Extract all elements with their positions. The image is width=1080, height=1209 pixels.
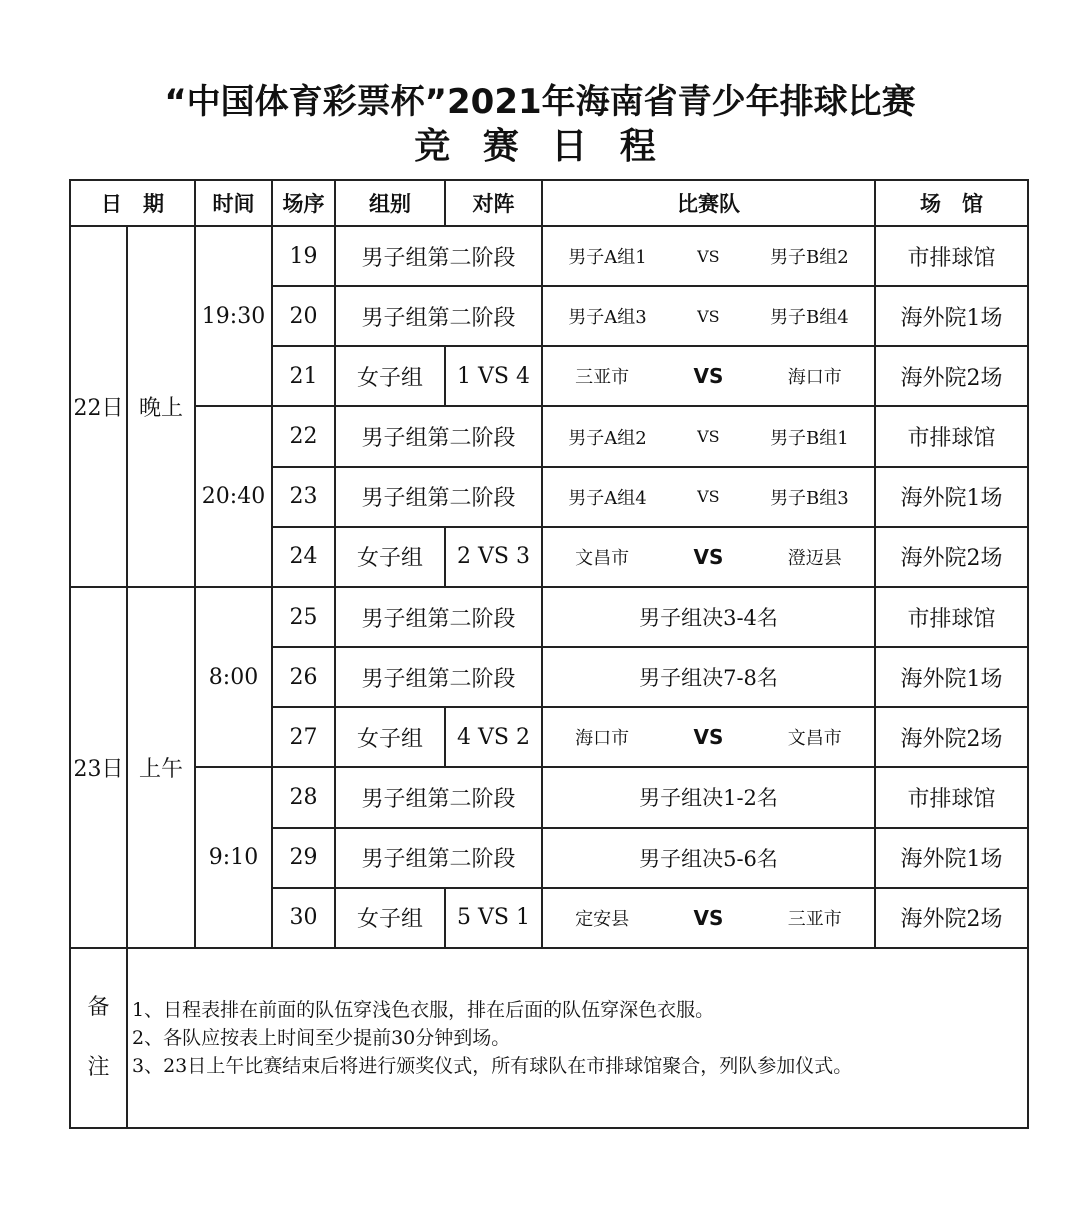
group-cell: 男子组第二阶段 — [335, 226, 542, 286]
teams-cell — [542, 346, 875, 406]
notes-label-2: 注 — [87, 1055, 110, 1080]
group-cell: 女子组 — [335, 527, 445, 587]
teams-cell — [542, 888, 875, 948]
matchup-cell: 1 VS 4 — [445, 346, 542, 406]
seq-cell: 25 — [272, 587, 335, 647]
day-cell: 22日 — [70, 226, 127, 587]
header-matchup: 对阵 — [445, 180, 542, 226]
schedule-table — [69, 179, 1029, 1129]
time-cell: 8:00 — [195, 587, 272, 767]
venue-cell: 海外院1场 — [875, 647, 1028, 707]
teams-cell — [542, 707, 875, 767]
notes-label — [70, 948, 127, 1128]
table-row — [70, 767, 1028, 827]
vs-label: VS — [693, 725, 724, 750]
team-a: 男子A组3 — [568, 307, 647, 329]
vs-label: VS — [693, 364, 724, 389]
vs-label: VS — [697, 306, 720, 326]
venue-cell: 海外院2场 — [875, 346, 1028, 406]
team-a: 三亚市 — [575, 367, 630, 389]
team-b: 三亚市 — [787, 908, 842, 930]
team-a: 定安县 — [575, 908, 630, 930]
team-b: 海口市 — [787, 367, 842, 389]
vs-label: VS — [693, 544, 724, 569]
seq-cell: 21 — [272, 346, 335, 406]
venue-cell: 海外院1场 — [875, 286, 1028, 346]
group-cell: 男子组第二阶段 — [335, 587, 542, 647]
note-line: 1、日程表排在前面的队伍穿浅色衣服，排在后面的队伍穿深色衣服。 — [132, 999, 715, 1021]
note-line: 3、23日上午比赛结束后将进行颁奖仪式，所有球队在市排球馆聚合，列队参加仪式。 — [132, 1055, 853, 1077]
header-time: 时间 — [195, 180, 272, 226]
header-venue: 场 馆 — [875, 180, 1028, 226]
header-date: 日 期 — [70, 180, 195, 226]
teams-cell — [542, 467, 875, 527]
team-a: 文昌市 — [575, 547, 630, 569]
teams-wrap — [543, 424, 874, 450]
teams-cell — [542, 286, 875, 346]
header-teams: 比赛队 — [542, 180, 875, 226]
team-a: 海口市 — [575, 728, 630, 750]
team-b: 男子B组4 — [770, 307, 849, 329]
venue-cell: 海外院2场 — [875, 707, 1028, 767]
notes-body — [127, 948, 1028, 1128]
day-cell: 23日 — [70, 587, 127, 948]
team-a: 男子A组1 — [568, 247, 647, 269]
teams-wrap — [543, 243, 874, 269]
seq-cell: 22 — [272, 406, 335, 466]
venue-cell: 海外院1场 — [875, 467, 1028, 527]
seq-cell: 29 — [272, 828, 335, 888]
venue-cell: 海外院1场 — [875, 828, 1028, 888]
page-title: “中国体育彩票杯”2021年海南省青少年排球比赛 — [164, 82, 916, 122]
seq-cell: 20 — [272, 286, 335, 346]
table-row — [70, 406, 1028, 466]
matchup-cell: 2 VS 3 — [445, 527, 542, 587]
time-cell: 19:30 — [195, 226, 272, 406]
venue-cell: 市排球馆 — [875, 767, 1028, 827]
group-cell: 男子组第二阶段 — [335, 828, 542, 888]
vs-label: VS — [697, 246, 720, 266]
vs-label: VS — [693, 905, 724, 930]
group-cell: 男子组第二阶段 — [335, 286, 542, 346]
period-cell: 上午 — [127, 587, 195, 948]
group-cell: 女子组 — [335, 888, 445, 948]
final-cell: 男子组决3-4名 — [542, 587, 875, 647]
group-cell: 女子组 — [335, 346, 445, 406]
teams-wrap — [543, 724, 874, 750]
vs-label: VS — [697, 427, 720, 447]
team-b: 男子B组2 — [770, 247, 849, 269]
group-cell: 男子组第二阶段 — [335, 467, 542, 527]
group-cell: 女子组 — [335, 707, 445, 767]
vs-label: VS — [697, 487, 720, 507]
time-cell: 9:10 — [195, 767, 272, 948]
seq-cell: 27 — [272, 707, 335, 767]
final-cell: 男子组决5-6名 — [542, 828, 875, 888]
table-row — [70, 587, 1028, 647]
venue-cell: 市排球馆 — [875, 587, 1028, 647]
final-cell: 男子组决7-8名 — [542, 647, 875, 707]
team-a: 男子A组2 — [568, 427, 647, 449]
teams-wrap — [543, 363, 874, 389]
header-group: 组别 — [335, 180, 445, 226]
group-cell: 男子组第二阶段 — [335, 767, 542, 827]
page-subtitle: 竞 赛 日 程 — [414, 126, 666, 167]
teams-wrap — [543, 544, 874, 570]
notes-row — [70, 948, 1028, 1128]
teams-wrap — [543, 303, 874, 329]
seq-cell: 24 — [272, 527, 335, 587]
header-row — [70, 180, 1028, 226]
teams-cell — [542, 226, 875, 286]
venue-cell: 市排球馆 — [875, 226, 1028, 286]
venue-cell: 海外院2场 — [875, 888, 1028, 948]
group-cell: 男子组第二阶段 — [335, 647, 542, 707]
teams-wrap — [543, 905, 874, 931]
teams-cell — [542, 406, 875, 466]
seq-cell: 19 — [272, 226, 335, 286]
venue-cell: 市排球馆 — [875, 406, 1028, 466]
matchup-cell: 5 VS 1 — [445, 888, 542, 948]
team-b: 男子B组3 — [770, 487, 849, 509]
seq-cell: 26 — [272, 647, 335, 707]
team-b: 男子B组1 — [770, 427, 849, 449]
seq-cell: 28 — [272, 767, 335, 827]
teams-wrap — [543, 484, 874, 510]
venue-cell: 海外院2场 — [875, 527, 1028, 587]
team-b: 文昌市 — [787, 728, 842, 750]
group-cell: 男子组第二阶段 — [335, 406, 542, 466]
team-a: 男子A组4 — [568, 487, 647, 509]
seq-cell: 30 — [272, 888, 335, 948]
teams-cell — [542, 527, 875, 587]
team-b: 澄迈县 — [787, 547, 842, 569]
table-row — [70, 226, 1028, 286]
final-cell: 男子组决1-2名 — [542, 767, 875, 827]
period-cell: 晚上 — [127, 226, 195, 587]
time-cell: 20:40 — [195, 406, 272, 586]
seq-cell: 23 — [272, 467, 335, 527]
note-line: 2、各队应按表上时间至少提前30分钟到场。 — [132, 1027, 511, 1049]
matchup-cell: 4 VS 2 — [445, 707, 542, 767]
notes-label-1: 备 — [87, 995, 110, 1020]
header-seq: 场序 — [272, 180, 335, 226]
